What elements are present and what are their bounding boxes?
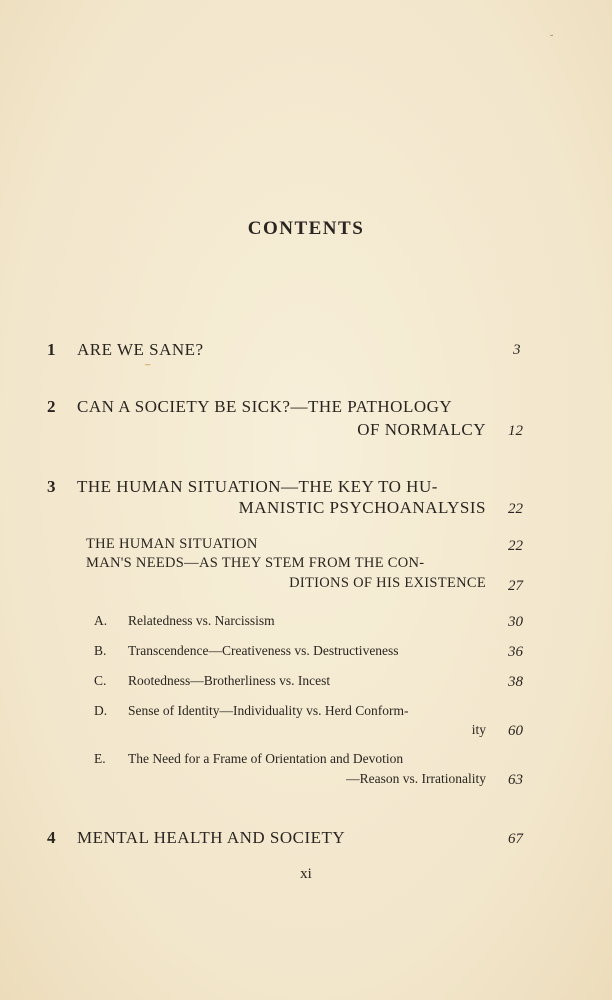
chapter-1-title: ARE WE SANE? — [77, 340, 204, 359]
item-d-title-line-1: Sense of Identity—Individuality vs. Herd Conform- — [128, 703, 409, 718]
item-b-page: 36 — [508, 644, 523, 660]
chapter-4-page: 67 — [508, 831, 523, 847]
item-c-letter: C. — [94, 673, 107, 688]
chapter-3-page: 22 — [508, 501, 523, 517]
item-e-letter: E. — [94, 751, 106, 766]
chapter-1-page: 3 — [513, 342, 521, 358]
chapter-2-number: 2 — [47, 397, 56, 416]
chapter-2-page: 12 — [508, 423, 523, 439]
chapter-3-number: 3 — [47, 477, 56, 496]
item-a-page: 30 — [508, 614, 523, 630]
item-d-letter: D. — [94, 703, 108, 718]
chapter-3-title-line-2: MANISTIC PSYCHOANALYSIS — [238, 498, 486, 517]
ink-speck: ⁻ — [144, 361, 152, 376]
item-a-letter: A. — [94, 613, 108, 628]
chapter-2-title-line-1: CAN A SOCIETY BE SICK?—THE PATHOLOGY — [77, 397, 453, 416]
page-title: CONTENTS — [247, 218, 365, 239]
ink-speck: ˘ — [550, 34, 554, 45]
subsection-mans-needs-line-1: MAN'S NEEDS—AS THEY STEM FROM THE CON- — [86, 555, 425, 571]
chapter-3-title-line-1: THE HUMAN SITUATION—THE KEY TO HU- — [77, 477, 438, 496]
item-d-page: 60 — [508, 723, 523, 739]
chapter-4-title: MENTAL HEALTH AND SOCIETY — [77, 828, 346, 847]
item-c-title: Rootedness—Brotherliness vs. Incest — [128, 673, 331, 688]
item-e-title-line-2: —Reason vs. Irrationality — [346, 771, 486, 786]
item-b-title: Transcendence—Creativeness vs. Destructiveness — [128, 643, 399, 658]
subsection-human-situation-page: 22 — [508, 538, 523, 554]
chapter-2-title-line-2: OF NORMALCY — [357, 420, 486, 439]
item-e-page: 63 — [508, 772, 523, 788]
subsection-human-situation: THE HUMAN SITUATION — [86, 536, 258, 552]
chapter-1-number: 1 — [47, 340, 56, 359]
item-a-title: Relatedness vs. Narcissism — [128, 613, 275, 628]
item-d-title-line-2: ity — [471, 722, 486, 737]
item-b-letter: B. — [94, 643, 107, 658]
subsection-mans-needs-page: 27 — [508, 578, 523, 594]
chapter-4-number: 4 — [47, 828, 56, 847]
page-folio: xi — [300, 866, 312, 882]
subsection-mans-needs-line-2: DITIONS OF HIS EXISTENCE — [289, 575, 486, 591]
item-c-page: 38 — [508, 674, 523, 690]
item-e-title-line-1: The Need for a Frame of Orientation and Devotion — [128, 751, 404, 766]
